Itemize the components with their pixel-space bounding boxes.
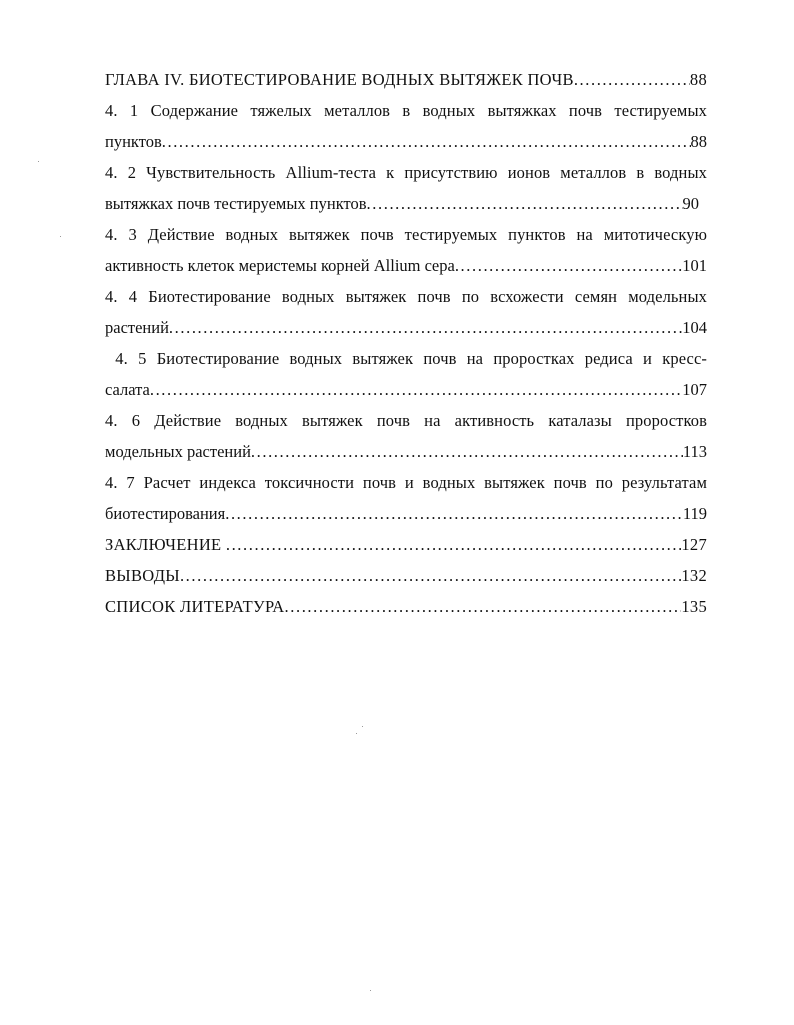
toc-leader-dots (285, 591, 682, 622)
toc-section-entry[interactable] (105, 343, 707, 405)
toc-leader-dots (162, 126, 691, 157)
table-of-contents (105, 64, 707, 622)
scan-speck (60, 236, 61, 237)
toc-section-title-cont: салата (105, 380, 150, 399)
toc-page-number: 119 (682, 504, 707, 523)
toc-page-number: 135 (681, 597, 707, 616)
toc-page-number: 88 (690, 132, 707, 151)
toc-leader-dots (251, 436, 683, 467)
toc-conclusion-entry[interactable] (105, 529, 707, 560)
toc-section-title: 4. 3 Действие водных вытяжек почв тестируемых пунктов на митотическую (105, 225, 707, 244)
toc-section-title: 4. 4 Биотестирование водных вытяжек почв по всхожести семян модельных (105, 287, 707, 306)
toc-section-title-cont: модельных растений (105, 442, 251, 461)
toc-section-entry[interactable] (105, 95, 707, 157)
toc-page-number: 132 (681, 566, 707, 585)
toc-end-title: ЗАКЛЮЧЕНИЕ (105, 535, 226, 554)
scan-speck (370, 990, 371, 991)
toc-section-title: 4. 7 Расчет индекса токсичности почв и водных вытяжек почв по результатам (105, 473, 707, 492)
scan-speck (38, 161, 39, 162)
toc-end-title: СПИСОК ЛИТЕРАТУРА (105, 597, 285, 616)
toc-section-title-cont: активность клеток меристемы корней Allium cepa (105, 256, 455, 275)
toc-leader-dots (226, 529, 681, 560)
toc-section-title-cont: вытяжках почв тестируемых пунктов (105, 194, 367, 213)
toc-page-number: 90 (682, 194, 699, 213)
toc-leader-dots (150, 374, 682, 405)
toc-section-entry[interactable] (105, 467, 707, 529)
toc-page-number: 127 (681, 535, 707, 554)
toc-leader-dots (367, 188, 683, 219)
toc-leader-dots (574, 64, 690, 95)
toc-section-entry[interactable] (105, 157, 707, 219)
toc-chapter-title: ГЛАВА IV. БИОТЕСТИРОВАНИЕ ВОДНЫХ ВЫТЯЖЕК ПОЧВ (105, 70, 574, 89)
toc-page-number: 113 (682, 442, 707, 461)
scan-speck (356, 733, 357, 734)
toc-leader-dots (455, 250, 682, 281)
toc-section-title: 4. 2 Чувствительность Allium-теста к присутствию ионов металлов в водных (105, 163, 707, 182)
toc-findings-entry[interactable] (105, 560, 707, 591)
toc-section-title-cont: растений (105, 318, 169, 337)
toc-leader-dots (225, 498, 683, 529)
toc-section-entry[interactable] (105, 281, 707, 343)
toc-page-number: 101 (682, 256, 707, 275)
toc-references-entry[interactable] (105, 591, 707, 622)
scan-speck (362, 726, 363, 727)
toc-section-title: 4. 6 Действие водных вытяжек почв на активность каталазы проростков (105, 411, 707, 430)
toc-section-title: 4. 5 Биотестирование водных вытяжек почв на проростках редиса и кресс- (105, 349, 707, 368)
toc-page-number: 104 (682, 318, 707, 337)
toc-section-title-cont: пунктов (105, 132, 162, 151)
toc-section-title: 4. 1 Содержание тяжелых металлов в водных вытяжках почв тестируемых (105, 101, 707, 120)
toc-chapter-entry[interactable] (105, 64, 707, 95)
toc-leader-dots (180, 560, 681, 591)
toc-page-number: 88 (689, 70, 707, 89)
toc-section-title-cont: биотестирования (105, 504, 226, 523)
toc-section-entry[interactable] (105, 219, 707, 281)
toc-section-entry[interactable] (105, 405, 707, 467)
toc-page-number: 107 (682, 380, 707, 399)
toc-leader-dots (169, 312, 682, 343)
toc-end-title: ВЫВОДЫ (105, 566, 180, 585)
